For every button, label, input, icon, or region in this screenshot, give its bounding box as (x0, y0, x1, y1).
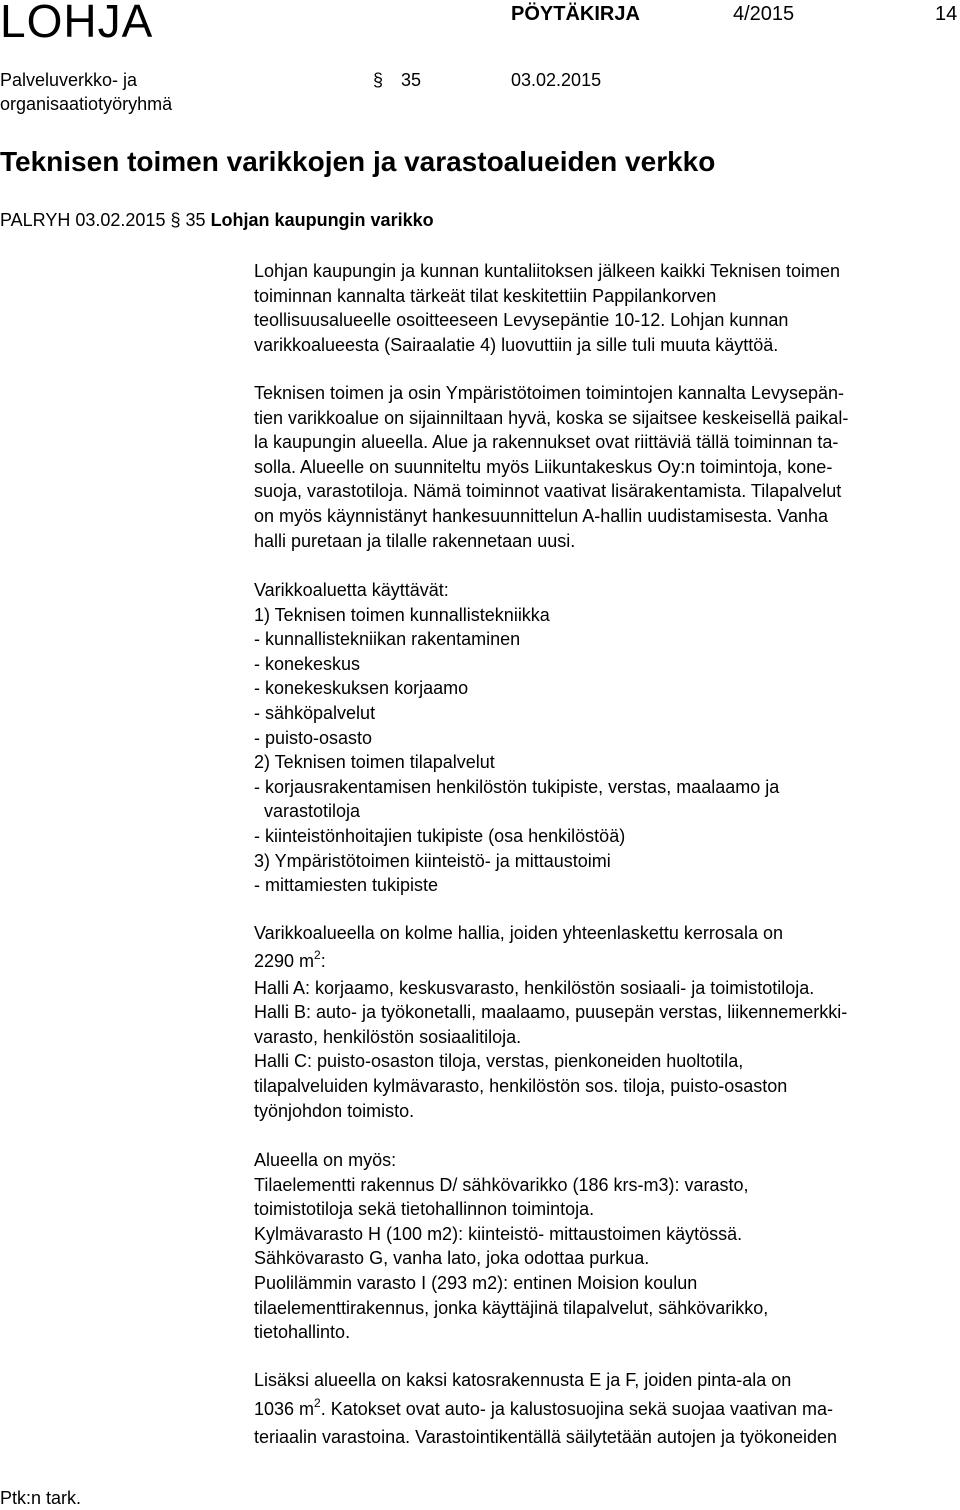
document-number: 4/2015 (733, 3, 795, 25)
text-line: Halli B: auto- ja työkonetalli, maalaamo, puusepän verstas, liikennemerkki- (254, 1002, 848, 1023)
text-line: la kaupungin alueella. Alue ja rakennukset ovat riittäviä tällä toiminnan ta- (254, 432, 839, 453)
list-item: - konekeskuksen korjaamo (254, 678, 469, 699)
text-line: tilapalveluiden kylmävarasto, henkilöstön sos. tiloja, puisto-osaston (254, 1075, 788, 1096)
list-item: - mittamiesten tukipiste (254, 875, 439, 896)
list-item: - sähköpalvelut (254, 702, 376, 723)
item-heading-line (0, 208, 434, 232)
area-value: 1036 m (254, 1398, 315, 1419)
list-item: 1) Teknisen toimen kunnallistekniikka (254, 604, 550, 625)
text-line: toimistotiloja sekä tietohallinnon toimintoja. (254, 1199, 595, 1220)
text-line: Halli C: puisto-osaston tiloja, verstas, pienkoneiden huoltotila, (254, 1051, 744, 1072)
area-line (254, 946, 847, 976)
users-list (254, 578, 779, 898)
text-line: Kylmävarasto H (100 m2): kiinteistö- mittaustoimen käytössä. (254, 1223, 743, 1244)
section-sign: § (373, 70, 384, 90)
body-paragraph-1 (254, 259, 840, 357)
text-line: Lohjan kaupungin ja kunnan kuntaliitoksen jälkeen kaikki Teknisen toimen (254, 261, 841, 281)
list-item: 3) Ympäristötoimen kiinteistö- ja mittaustoimi (254, 850, 611, 871)
item-section-number: 35 (185, 210, 206, 230)
text-line: on myös käynnistänyt hankesuunnittelun A-hallin uudistamisesta. Vanha (254, 505, 829, 526)
text-line: työnjohdon toimisto. (254, 1100, 415, 1121)
list-item: - kunnallistekniikan rakentaminen (254, 629, 521, 650)
text-line: Teknisen toimen ja osin Ympäristötoimen toimintojen kannalta Levysepän- (254, 383, 844, 403)
text-line: Sähkövarasto G, vanha lato, joka odottaa purkua. (254, 1248, 650, 1269)
text-line: varasto, henkilöstön sosiaalitiloja. (254, 1026, 522, 1047)
item-prefix: PALRYH 03.02.2015 (0, 210, 166, 230)
body-paragraph-2 (254, 381, 848, 553)
text-line: tien varikkoalue on sijainniltaan hyvä, koska se sijaitsee keskeisellä paikal- (254, 407, 849, 428)
area-value: 2290 m (254, 950, 315, 971)
text-line: Alueella on myös: (254, 1150, 397, 1170)
list-heading: Varikkoaluetta käyttävät: (254, 580, 449, 600)
text-line-rest: . Katokset ovat auto- ja kalustosuojina sekä suojaa vaativan ma- (320, 1398, 834, 1419)
text-line: tilaelementtirakennus, jonka käyttäjinä tilapalvelut, sähkövarikko, (254, 1297, 769, 1318)
text-line: Halli A: korjaamo, keskusvarasto, henkilöstön sosiaali- ja toimistotiloja. (254, 977, 815, 998)
text-line: Lisäksi alueella on kaksi katosrakennusta E ja F, joiden pinta-ala on (254, 1370, 792, 1390)
page-number: 14 (935, 3, 958, 25)
area-colon: : (320, 950, 326, 971)
section-number: 35 (401, 70, 422, 90)
meeting-date: 03.02.2015 (511, 70, 602, 90)
area-line (254, 1393, 837, 1425)
text-line: teriaalin varastoina. Varastointikentällä säilytetään autojen ja työkoneiden (254, 1426, 838, 1447)
text-line: teollisuusalueelle osoitteeseen Levysepäntie 10-12. Lohjan kunnan (254, 310, 789, 331)
organ-name-line2: organisaatiotyöryhmä (0, 94, 173, 114)
text-line: varikkoalueesta (Sairaalatie 4) luovuttiin ja sille tuli muuta käyttöä. (254, 334, 779, 355)
text-line: solla. Alueelle on suunniteltu myös Liikuntakeskus Oy:n toimintoja, kone- (254, 456, 833, 477)
list-item: - kiinteistönhoitajien tukipiste (osa henkilöstöä) (254, 825, 626, 846)
page-title: Teknisen toimen varikkojen ja varastoalueiden verkko (0, 146, 716, 177)
list-item: - puisto-osasto (254, 727, 373, 748)
document-type: PÖYTÄKIRJA (511, 3, 640, 25)
item-heading: Lohjan kaupungin varikko (210, 210, 434, 230)
organ-name-line1: Palveluverkko- ja (0, 70, 138, 90)
area-unit-exponent: 2 (314, 1395, 321, 1410)
other-buildings-paragraph (254, 1148, 768, 1345)
text-line: tietohallinto. (254, 1322, 351, 1343)
lohja-logo: LOHJA (0, 0, 154, 47)
list-item: varastotiloja (254, 801, 361, 822)
item-section-sign: § (170, 210, 181, 230)
area-unit-exponent: 2 (314, 947, 321, 962)
list-item: - korjausrakentamisen henkilöstön tukipiste, verstas, maalaamo ja (254, 776, 780, 797)
shelters-paragraph (254, 1368, 837, 1449)
text-line: Tilaelementti rakennus D/ sähkövarikko (186 krs-m3): varasto, (254, 1174, 749, 1195)
halls-paragraph (254, 921, 847, 1123)
text-line: Puolilämmin varasto I (293 m2): entinen Moision koulun (254, 1272, 698, 1293)
text-line: halli puretaan ja tilalle rakennetaan uusi. (254, 530, 576, 551)
list-item: - konekeskus (254, 653, 361, 674)
minutes-checker-label: Ptk:n tark. (0, 1488, 82, 1508)
text-line: toiminnan kannalta tärkeät tilat keskitettiin Pappilankorven (254, 285, 717, 306)
list-item: 2) Teknisen toimen tilapalvelut (254, 752, 495, 773)
text-line: Varikkoalueella on kolme hallia, joiden yhteenlaskettu kerrosala on (254, 923, 783, 943)
text-line: suoja, varastotiloja. Nämä toiminnot vaativat lisärakentamista. Tilapalvelut (254, 481, 842, 502)
